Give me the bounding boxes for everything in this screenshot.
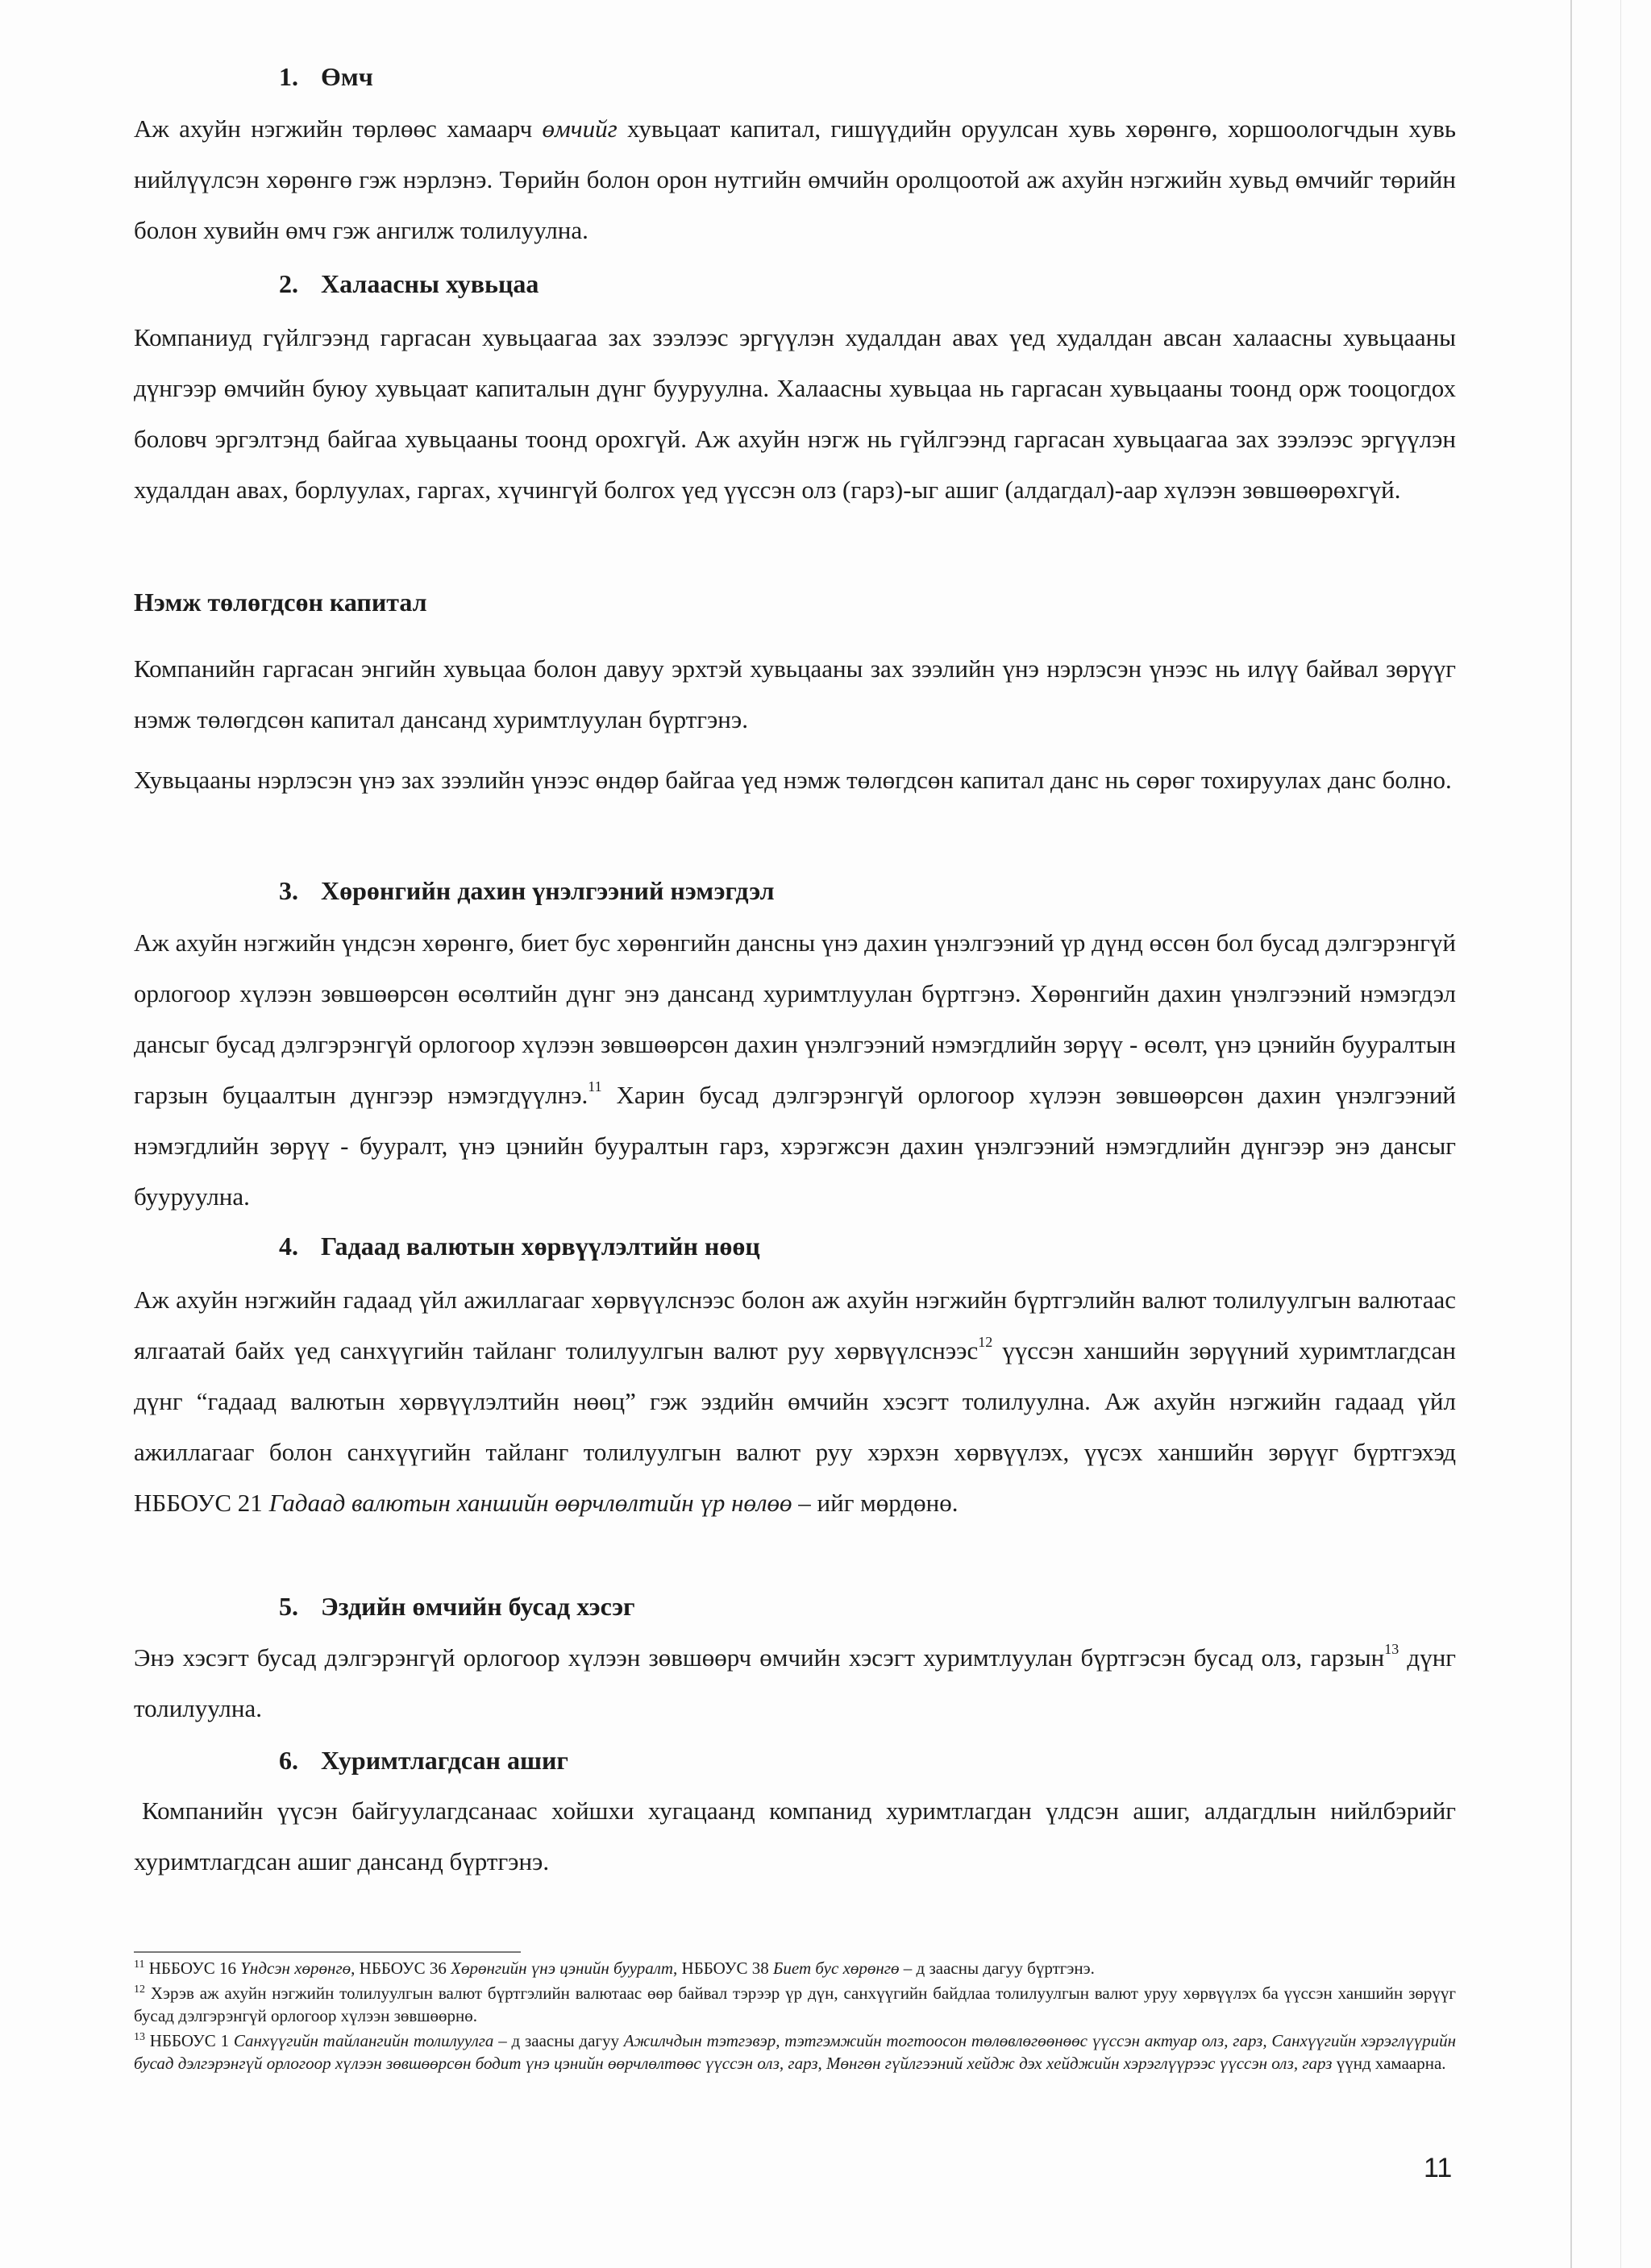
section-number: 1. [279,62,298,91]
paragraph-revaluation-surplus [134,917,1456,1222]
section-heading-2 [279,268,539,300]
text: хувьцаат капитал, гишүүдийн оруулсан хувь хөрөнгө, хоршоологчдын хувь нийлүүлсэн хөрөнгө гэж нэрлэнэ. Төрийн болон орон нутгийн өмчийн оролцоотой аж ахуйн нэгжийн хувьд өмчийг төрийн болон хувийн өмч гэж ангилж толилуулна. [134,114,1456,244]
section-heading-3 [279,874,775,907]
text: НББОУС 1 [145,2031,234,2050]
section-number: 4. [279,1232,298,1261]
footnote-number: 12 [134,1983,145,1996]
footnote-ref: 13 [1384,1641,1399,1657]
paragraph-treasury-shares: Компаниуд гүйлгээнд гаргасан хувьцаагаа зах зээлээс эргүүлэн худалдан авах үед худалдан авсан халаасны хувьцааны дүнгээр өмчийн буюу хувьцаат капиталын дүнг бууруулна. Халаасны хувьцаа нь гаргасан хувьцааны тоонд орж тооцогдох боловч эргэлтэнд байгаа хувьцааны тоонд орохгүй. Аж ахуйн нэгж нь гүйлгээнд гаргасан хувьцаагаа зах зээлээс эргүүлэн худалдан авах, борлуулах, гаргах, хүчингүй болгох үед үүссэн олз (гарз)-ыг ашиг (алдагдал)-аар хүлээн зөвшөөрөхгүй. [134,323,1456,504]
text: Энэ хэсэгт бусад дэлгэрэнгүй орлогоор хүлээн зөвшөөрч өмчийн хэсэгт хуримтлуулан бүртгэсэн бусад олз, гарзын [134,1643,1385,1672]
text: үүссэн ханшийн зөрүүний хуримтлагдсан дүнг “гадаад валютын хөрвүүлэлтийн нөөц” гэж эздийн өмчийн хэсэгт толилуулна. Аж ахуйн нэгжийн гадаад үйл ажиллагааг болон санхүүгийн тайланг толилуулгын валют руу хэрхэн хөрвүүлэх, үүсэх ханшийн зөрүүг бүртгэхэд НББОУС 21 [134,1336,1456,1517]
text: , НББОУС 36 [351,1959,451,1978]
section-number: 2. [279,269,298,298]
footnote-ref: 11 [588,1078,602,1095]
italic-term: Биет бус хөрөнгө [773,1959,900,1978]
text: Хэрэв аж ахуйн нэгжийн толилуулгын валют бүртгэлийн валютаас өөр байвал тэрээр үр дүн, санхүүгийн байдлаа толилуулгын валют уруу хөрвүүлэх ба үүссэн ханшийн зөрүүг бусад дэлгэрэнгүй орлогоор хүлээн зөвшөөрнө. [134,1983,1456,2025]
paragraph-additional-capital-2: Хувьцааны нэрлэсэн үнэ зах зээлийн үнээс өндөр байгаа үед нэмж төлөгдсөн капитал данс нь сөрөг тохируулах данс болно. [134,766,1452,794]
text: Харин бусад дэлгэрэнгүй орлогоор хүлээн зөвшөөрсөн дахин үнэлгээний нэмэгдлийн зөрүү - бууралт, үнэ цэнийн бууралтын гарз, хэрэгжсэн дахин үнэлгээний нэмэгдлийн дүнгээр энэ дансыг бууруулна. [134,1081,1456,1211]
italic-term: Гадаад валютын ханшийн өөрчлөлтийн үр нөлөө [268,1489,792,1517]
section-title: Хуримтлагдсан ашиг [321,1746,568,1775]
footnote-ref: 12 [978,1334,993,1350]
italic-term: Санхүүгийн тайлангийн толилуулга [233,2031,494,2050]
section-title: Хөрөнгийн дахин үнэлгээний нэмэгдэл [321,876,775,905]
section-title: Гадаад валютын хөрвүүлэлтийн нөөц [321,1232,760,1261]
paragraph-equity [134,103,1456,255]
paragraph-currency-translation-reserve [134,1274,1456,1528]
paragraph-retained-earnings: Компанийн үүсэн байгуулагдсанаас хойшхи хугацаанд компанид хуримтлагдан үлдсэн ашиг, алдагдлын нийлбэрийг хуримтлагдсан ашиг дансанд бүртгэнэ. [134,1797,1456,1875]
section-heading-5 [279,1590,635,1622]
text: НББОУС 16 [144,1959,241,1978]
footnote-11 [134,1957,1456,1979]
section-title: Өмч [321,62,373,91]
text: Аж ахуйн нэгжийн үндсэн хөрөнгө, биет бус хөрөнгийн дансны үнэ дахин үнэлгээний үр дүнд өссөн бол бусад дэлгэрэнгүй орлогоор хүлээн зөвшөөрсөн өсөлтийн дүнг энэ дансанд хуримтлуулан бүртгэнэ. Хөрөнгийн дахин үнэлгээний нэмэгдэл дансыг бусад дэлгэрэнгүй орлогоор хүлээн зөвшөөрсөн дахин үнэлгээний нэмэгдлийн зөрүү - өсөлт, үнэ цэнийн бууралтын гарзын буцаалтын дүнгээр нэмэгдүүлнэ. [134,928,1456,1109]
text: Аж ахуйн нэгжийн гадаад үйл ажиллагааг хөрвүүлснээс болон аж ахуйн нэгжийн бүртгэлийн валют толилуулгын валютаас ялгаатай байх үед санхүүгийн тайланг толилуулгын валют руу хөрвүүлснээс [134,1286,1456,1365]
text: , НББОУС 38 [673,1959,774,1978]
section-heading-6 [279,1744,568,1776]
section-title: Эздийн өмчийн бусад хэсэг [321,1592,635,1621]
footnote-separator [134,1951,521,1953]
section-title: Халаасны хувьцаа [321,269,539,298]
subheading-additional-paid-in-capital: Нэмж төлөгдсөн капитал [134,588,427,617]
section-number: 6. [279,1746,298,1775]
italic-term: Ажилчдын тэтгэвэр, тэтгэмжийн тогтоосон төлөвлөгөөнөөс үүссэн актуар олз, гарз, Санхүүгийн хэрэглүүрийн бусад дэлгэрэнгүй орлогоор хүлээн зөвшөөрсөн бодит үнэ цэнийн өөрчлөлтөөс үүссэн олз, гарз, Мөнгөн гүйлгээний хейдж дэх хейджийн хэрэглүүрээс үүссэн олз, гарз [134,2031,1456,2073]
text: Аж ахуйн нэгжийн төрлөөс хамаарч [134,114,543,143]
section-heading-1 [279,60,373,93]
italic-term: өмчийг [542,114,618,143]
italic-term: Үндсэн хөрөнгө [240,1959,351,1978]
footnote-13 [134,2029,1456,2075]
scan-edge-line [1620,0,1621,2268]
footnote-12 [134,1982,1456,2027]
text: – д заасны дагуу [493,2031,624,2050]
section-number: 5. [279,1592,298,1621]
text: – ийг мөрдөнө. [792,1489,959,1517]
footnote-number: 11 [134,1959,145,1971]
scan-edge-line [1570,0,1572,2268]
section-number: 3. [279,876,298,905]
paragraph-other-equity [134,1632,1456,1734]
italic-term: Хөрөнгийн үнэ цэнийн бууралт [451,1959,674,1978]
text: дүнг толилуулна. [134,1643,1457,1722]
section-heading-4 [279,1230,760,1262]
footnotes [134,1957,1456,2077]
footnote-number: 13 [134,2031,145,2043]
text: үүнд хамаарна. [1332,2054,1446,2073]
page-number: 11 [1424,2153,1453,2183]
text: – д заасны дагуу бүртгэнэ. [899,1959,1095,1978]
paragraph-additional-capital-1: Компанийн гаргасан энгийн хувьцаа болон давуу эрхтэй хувьцааны зах зээлийн үнэ нэрлэсэн үнээс нь илүү байвал зөрүүг нэмж төлөгдсөн капитал дансанд хуримтлуулан бүртгэнэ. [134,654,1456,733]
